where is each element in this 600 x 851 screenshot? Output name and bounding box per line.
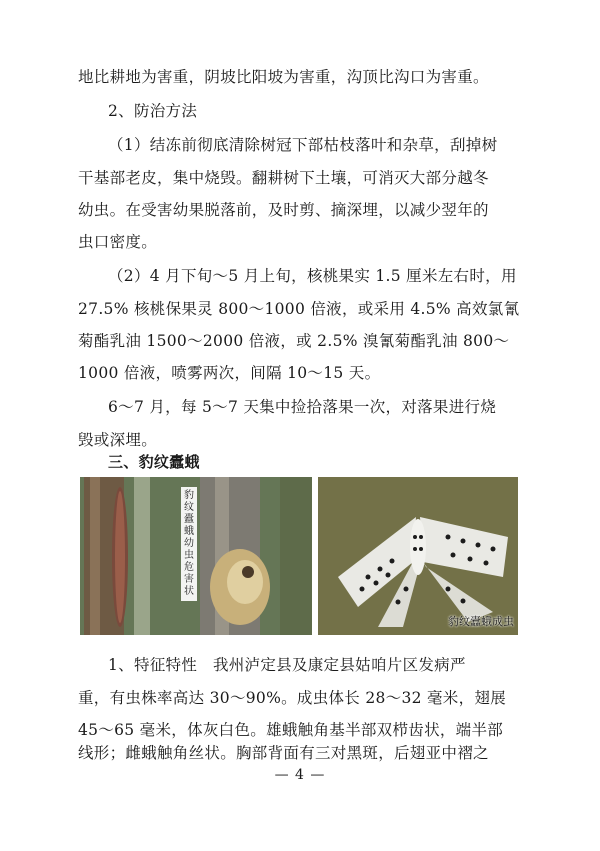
paragraph-line: 1、特征特性 我州泸定县及康定县姑咱片区发病严: [108, 656, 466, 674]
section-heading: 三、豹纹蠹蛾: [108, 453, 200, 471]
paragraph-line: 线形；雌蛾触角丝状。胸部背面有三对黑斑，后翅亚中褶之: [78, 744, 489, 762]
paragraph-line: 重，有虫株率高达 30～90%。成虫体长 28～32 毫米，翅展: [78, 689, 507, 707]
larva-damage-photo: [80, 477, 312, 635]
paragraph-line: 6～7 月，每 5～7 天集中捡拾落果一次，对落果进行烧: [108, 398, 497, 416]
adult-moth-illustration: [318, 477, 518, 635]
adult-moth-photo: [318, 477, 518, 635]
paragraph-line: 27.5% 核桃保果灵 800～1000 倍液，或采用 4.5% 高效氯氰: [78, 300, 520, 318]
paragraph-line: 毁或深埋。: [78, 431, 158, 449]
paragraph-line: 虫口密度。: [78, 233, 158, 251]
photo-caption: 豹纹蠹蛾成虫: [448, 615, 514, 628]
section-heading: 2、防治方法: [108, 102, 198, 120]
paragraph-line: （1）结冻前彻底清除树冠下部枯枝落叶和杂草，刮掉树: [108, 136, 498, 154]
paragraph-line: 1000 倍液，喷雾两次，间隔 10～15 天。: [78, 364, 381, 382]
page-number: — 4 —: [274, 767, 326, 783]
paragraph-line: 菊酯乳油 1500～2000 倍液，或 2.5% 溴氰菊酯乳油 800～: [78, 332, 510, 350]
paragraph-line: （2）4 月下旬～5 月上旬，核桃果实 1.5 厘米左右时，用: [108, 267, 517, 285]
photo-vertical-label: 豹纹蠹蛾幼虫危害状: [181, 487, 197, 601]
paragraph-line: 地比耕地为害重，阴坡比阳坡为害重，沟顶比沟口为害重。: [78, 68, 489, 86]
paragraph-line: 干基部老皮，集中烧毁。翻耕树下土壤，可消灭大部分越冬: [78, 169, 489, 187]
paragraph-line: 幼虫。在受害幼果脱落前，及时剪、摘深埋，以减少翌年的: [78, 201, 489, 219]
paragraph-line: 45～65 毫米，体灰白色。雄蛾触角基半部双栉齿状，端半部: [78, 721, 504, 739]
